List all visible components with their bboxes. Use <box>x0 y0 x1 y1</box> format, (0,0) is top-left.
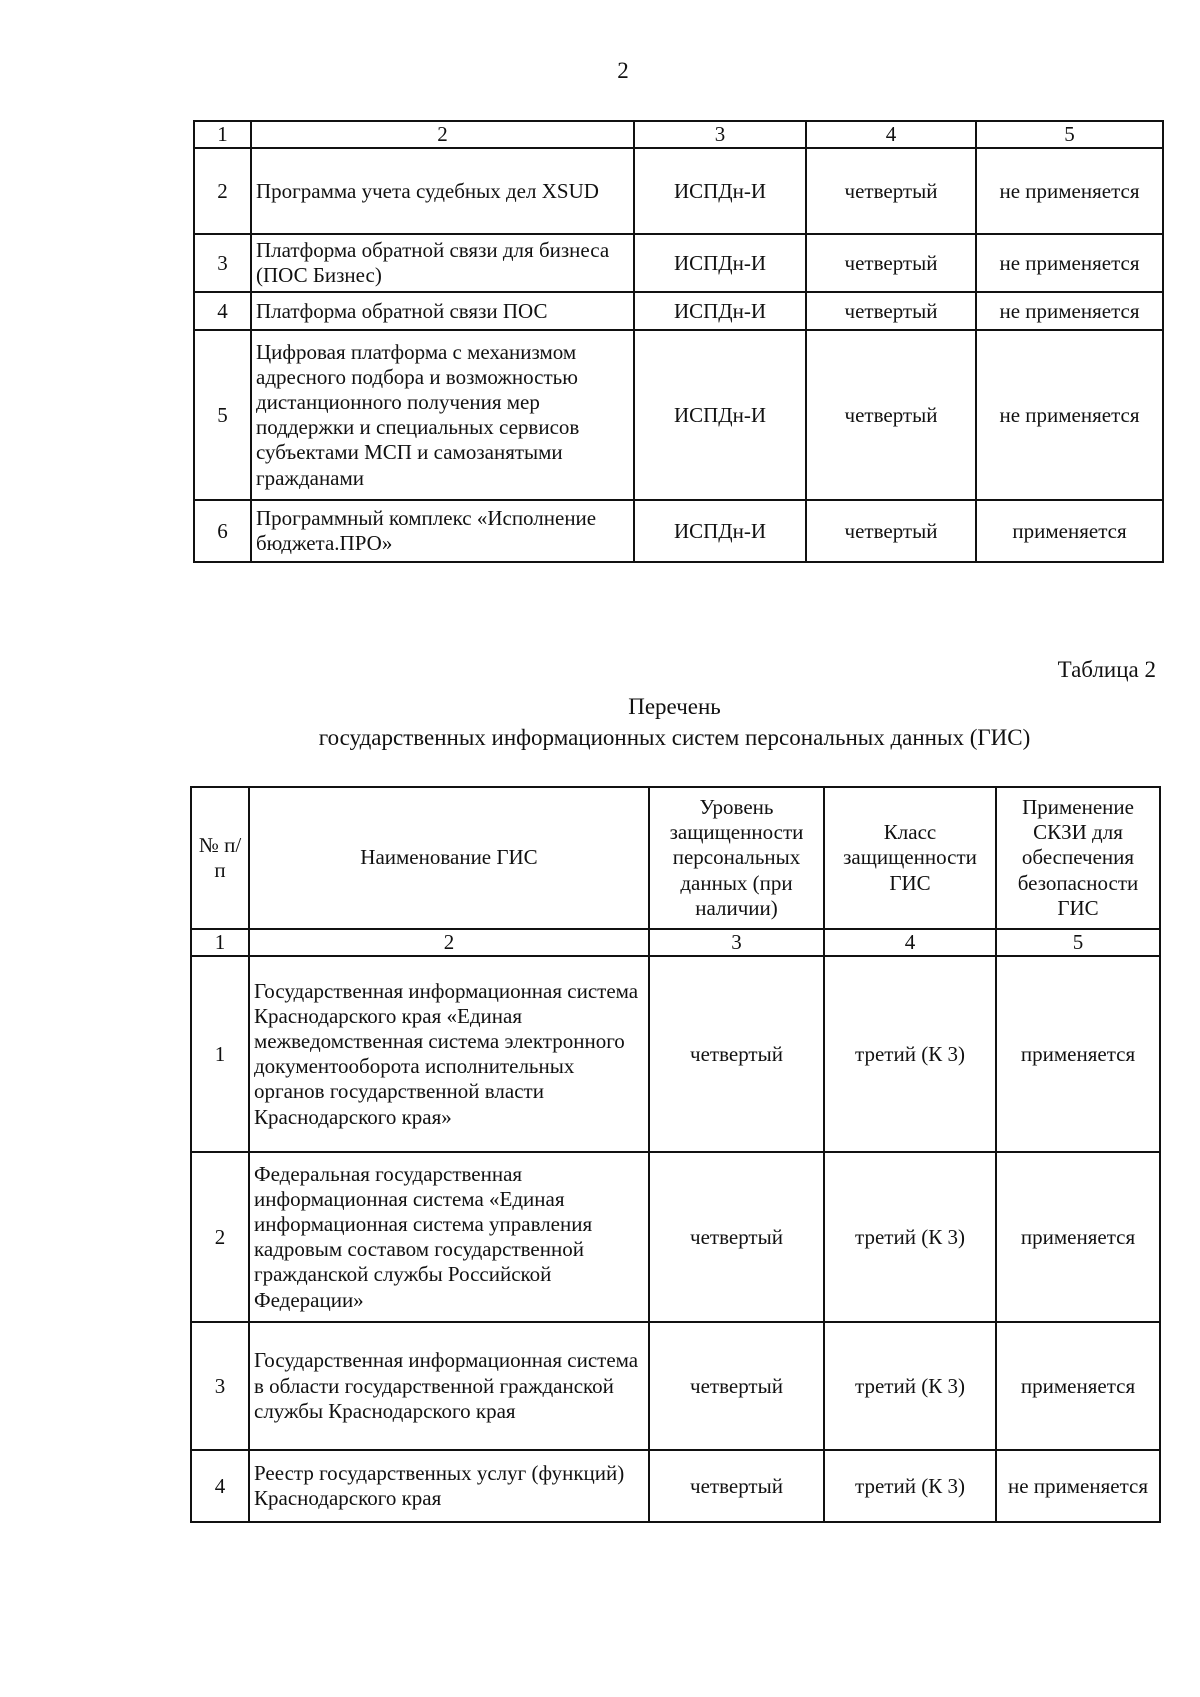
skzi-usage: применяется <box>976 500 1163 562</box>
table-row <box>191 1322 1160 1450</box>
protection-level: четвертый <box>649 1450 824 1522</box>
skzi-usage: применяется <box>996 956 1160 1152</box>
table-row <box>194 148 1163 234</box>
system-name: Программа учета судебных дел XSUD <box>251 148 634 234</box>
header-skzi: Применение СКЗИ для обеспечения безопасности ГИС <box>996 787 1160 929</box>
skzi-usage: не применяется <box>976 234 1163 292</box>
table-row <box>191 1450 1160 1522</box>
column-number: 1 <box>194 121 251 148</box>
header-num: № п/п <box>191 787 249 929</box>
table-header-row <box>191 787 1160 929</box>
column-number: 2 <box>251 121 634 148</box>
gis-table <box>190 786 1161 1523</box>
system-name: Государственная информационная система в области государственной гражданской службы Краснодарского края <box>249 1322 649 1450</box>
table-row <box>191 1152 1160 1322</box>
protection-level: ИСПДн-И <box>634 500 806 562</box>
table-row <box>191 956 1160 1152</box>
system-name: Реестр государственных услуг (функций) Краснодарского края <box>249 1450 649 1522</box>
system-name: Цифровая платформа с механизмом адресного подбора и возможностью дистанционного получения мер поддержки и специальных сервисов субъектами МСП и самозанятыми гражданами <box>251 330 634 500</box>
row-number: 3 <box>191 1322 249 1450</box>
system-name: Государственная информационная система Краснодарского края «Единая межведомственная система электронного документооборота исполнительных органов государственной власти Краснодарского края» <box>249 956 649 1152</box>
skzi-usage: не применяется <box>976 330 1163 500</box>
skzi-usage: не применяется <box>996 1450 1160 1522</box>
header-level: Уровень защищенности персональных данных (при наличии) <box>649 787 824 929</box>
column-number: 4 <box>824 929 996 956</box>
column-number: 4 <box>806 121 976 148</box>
system-name: Платформа обратной связи ПОС <box>251 292 634 330</box>
row-number: 2 <box>194 148 251 234</box>
row-number: 6 <box>194 500 251 562</box>
protection-level: ИСПДн-И <box>634 292 806 330</box>
skzi-usage: применяется <box>996 1152 1160 1322</box>
row-number: 2 <box>191 1152 249 1322</box>
system-name: Федеральная государственная информационная система «Единая информационная система управления кадровым составом государственной гражданской службы Российской Федерации» <box>249 1152 649 1322</box>
row-number: 4 <box>194 292 251 330</box>
column-number: 3 <box>649 929 824 956</box>
protection-level: четвертый <box>649 1322 824 1450</box>
column-number: 2 <box>249 929 649 956</box>
system-name: Программный комплекс «Исполнение бюджета.ПРО» <box>251 500 634 562</box>
column-number: 3 <box>634 121 806 148</box>
row-number: 5 <box>194 330 251 500</box>
protection-level: четвертый <box>649 956 824 1152</box>
column-number: 1 <box>191 929 249 956</box>
protection-class: четвертый <box>806 234 976 292</box>
protection-level: ИСПДн-И <box>634 234 806 292</box>
protection-class: четвертый <box>806 292 976 330</box>
protection-class: четвертый <box>806 148 976 234</box>
protection-level: четвертый <box>649 1152 824 1322</box>
column-number-row <box>191 929 1160 956</box>
table-subtitle: государственных информационных систем персональных данных (ГИС) <box>318 725 1031 750</box>
protection-level: ИСПДн-И <box>634 330 806 500</box>
header-name: Наименование ГИС <box>249 787 649 929</box>
skzi-usage: не применяется <box>976 148 1163 234</box>
table-row <box>194 500 1163 562</box>
protection-class: третий (К 3) <box>824 1450 996 1522</box>
table-row <box>194 292 1163 330</box>
table-row <box>194 234 1163 292</box>
protection-class: третий (К 3) <box>824 1152 996 1322</box>
row-number: 1 <box>191 956 249 1152</box>
row-number: 4 <box>191 1450 249 1522</box>
column-number-row <box>194 121 1163 148</box>
row-number: 3 <box>194 234 251 292</box>
continued-table-1 <box>193 120 1164 563</box>
system-name: Платформа обратной связи для бизнеса (ПОС Бизнес) <box>251 234 634 292</box>
protection-class: четвертый <box>806 500 976 562</box>
table-title: Перечень <box>628 694 721 719</box>
protection-class: третий (К 3) <box>824 956 996 1152</box>
column-number: 5 <box>996 929 1160 956</box>
page-number: 2 <box>617 58 629 83</box>
column-number: 5 <box>976 121 1163 148</box>
protection-class: четвертый <box>806 330 976 500</box>
skzi-usage: применяется <box>996 1322 1160 1450</box>
header-class: Класс защищенности ГИС <box>824 787 996 929</box>
table-row <box>194 330 1163 500</box>
skzi-usage: не применяется <box>976 292 1163 330</box>
protection-level: ИСПДн-И <box>634 148 806 234</box>
protection-class: третий (К 3) <box>824 1322 996 1450</box>
table-label: Таблица 2 <box>1057 657 1156 682</box>
